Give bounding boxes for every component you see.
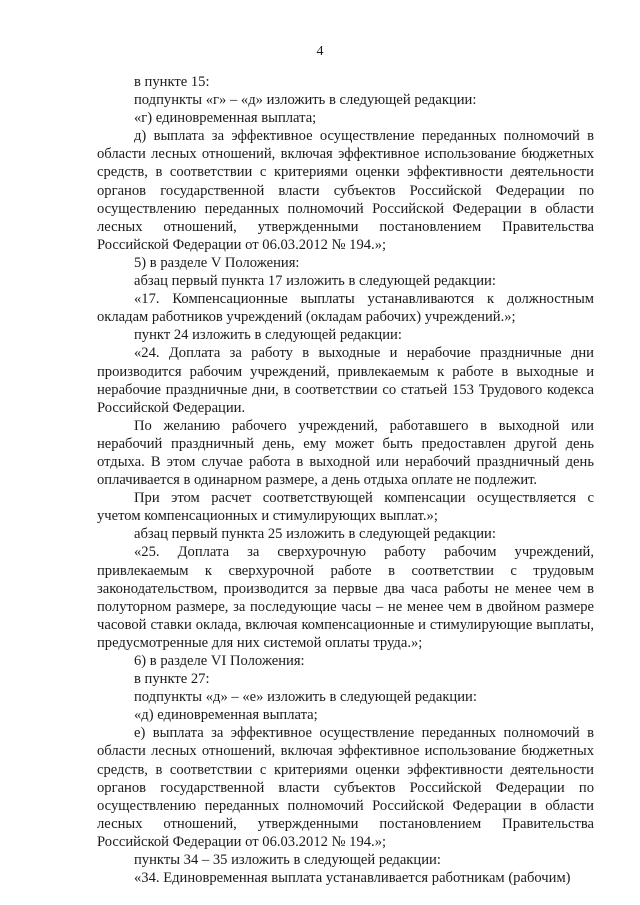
paragraph-item-15: в пункте 15: bbox=[134, 74, 210, 90]
paragraph-item-24-text: «24. Доплата за работу в выходные и нерабочие праздничные дни производится рабочим учреждений, привлекаемым к работе в выходные и нерабочие праздничные дни, в соответствии со статьей 153 Трудового кодекса Российской Федерации. bbox=[97, 345, 594, 416]
paragraph-item-25-intro: абзац первый пункта 25 изложить в следующей редакции: bbox=[134, 526, 496, 543]
paragraph-e-payment: е) выплата за эффективное осуществление переданных полномочий в области лесных отношений, включая эффективное использование бюджетных средств, в соответствии с критериями оценки эффективности деятельности органов государственной власти субъектов Российской Федерации по осуществлению переданных полномочий Российской Федерации в области лесных отношений, утвержденными постановлением Правительства Российской Федерации от 06.03.2012 № 194.»; bbox=[97, 725, 594, 850]
paragraph-item-34-text: «34. Единовременная выплата устанавливается работникам (рабочим) bbox=[134, 870, 571, 887]
paragraph-item-17-intro: абзац первый пункта 17 изложить в следующей редакции: bbox=[134, 273, 496, 290]
paragraph-g-lump-sum: «г) единовременная выплата; bbox=[134, 110, 317, 127]
document-body bbox=[97, 72, 594, 887]
paragraph-item-27: в пункте 27: bbox=[134, 671, 210, 688]
paragraph-d-payment: д) выплата за эффективное осуществление переданных полномочий в области лесных отношений, включая эффективное использование бюджетных средств, в соответствии с критериями оценки эффективности деятельности органов государственной власти субъектов Российской Федерации по осуществлению переданных полномочий Российской Федерации в области лесных отношений, утвержденными постановлением Правительства Российской Федерации от 06.03.2012 № 194.»; bbox=[97, 128, 594, 253]
page-number: 4 bbox=[316, 44, 324, 59]
paragraph-item-24-intro: пункт 24 изложить в следующей редакции: bbox=[134, 327, 402, 344]
paragraph-compensation-calc: При этом расчет соответствующей компенсации осуществляется с учетом компенсационных и стимулирующих выплат.»; bbox=[97, 490, 594, 525]
paragraph-day-off: По желанию рабочего учреждений, работавшего в выходной или нерабочий праздничный день, ему может быть предоставлен другой день отдыха. В этом случае работа в выходной или нерабочий праздничный день оплачивается в одинарном размере, а день отдыха оплате не подлежит. bbox=[97, 417, 594, 489]
paragraph-item-25-text: «25. Доплата за сверхурочную работу рабочим учреждений, привлекаемым к сверхурочной работе в соответствии с трудовым законодательством, производится за первые два часа работы не менее чем в полуторном размере, за последующие часы – не менее чем в двойном размере часовой ставки оклада, включая компенсационные и стимулирующие выплаты, предусмотренные для них системой оплаты труда.»; bbox=[97, 544, 594, 651]
paragraph-section-v: 5) в разделе V Положения: bbox=[134, 254, 300, 271]
paragraph-items-34-35-intro: пункты 34 – 35 изложить в следующей редакции: bbox=[134, 852, 441, 869]
paragraph-subpoints-d-e: подпункты «д» – «е» изложить в следующей редакции: bbox=[134, 689, 477, 706]
paragraph-d-lump-sum: «д) единовременная выплата; bbox=[134, 707, 318, 724]
paragraph-subpoints-g-d: подпункты «г» – «д» изложить в следующей редакции: bbox=[134, 92, 477, 109]
paragraph-section-vi: 6) в разделе VI Положения: bbox=[134, 653, 305, 669]
paragraph-item-17-text: «17. Компенсационные выплаты устанавливаются к должностным окладам работников учреждений (окладам рабочих) учреждений.»; bbox=[97, 291, 594, 326]
